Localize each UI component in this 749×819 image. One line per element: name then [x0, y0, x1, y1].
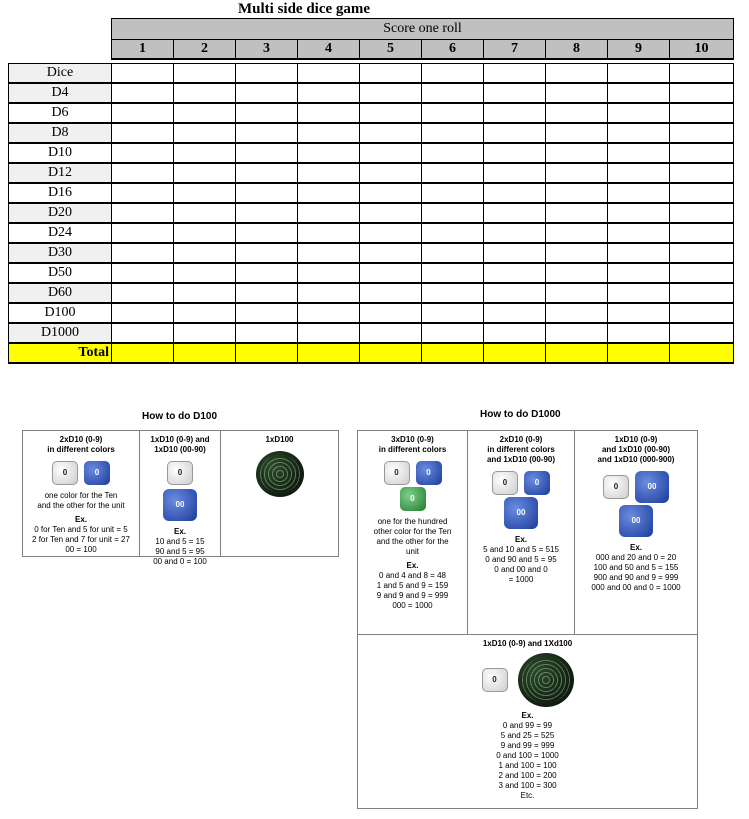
row-label: Total: [9, 343, 112, 363]
row-label: D60: [9, 283, 112, 303]
score-cell[interactable]: [422, 303, 484, 323]
box-text: one color for the Ten and the other for the unit: [37, 491, 125, 510]
score-cell[interactable]: [422, 203, 484, 223]
score-cell[interactable]: [484, 163, 546, 183]
corner-blank: [9, 40, 112, 60]
score-cell[interactable]: [422, 83, 484, 103]
dice-images: [23, 461, 139, 485]
score-cell[interactable]: [546, 64, 608, 84]
score-cell[interactable]: [112, 183, 174, 203]
score-cell[interactable]: [360, 64, 422, 84]
score-table: [8, 18, 734, 364]
score-cell[interactable]: [484, 83, 546, 103]
score-cell[interactable]: [546, 83, 608, 103]
score-cell[interactable]: [360, 203, 422, 223]
score-cell[interactable]: [298, 263, 360, 283]
score-cell[interactable]: [236, 183, 298, 203]
white-d10-icon: 0: [167, 461, 193, 485]
d1000-guide-title: How to do D1000: [480, 409, 561, 420]
score-cell[interactable]: [422, 103, 484, 123]
score-cell[interactable]: [484, 143, 546, 163]
score-cell[interactable]: [112, 303, 174, 323]
score-cell[interactable]: [298, 103, 360, 123]
column-header: 4: [298, 40, 360, 60]
score-cell[interactable]: [298, 323, 360, 343]
score-cell[interactable]: [608, 303, 670, 323]
score-cell[interactable]: [546, 103, 608, 123]
d100-guide-title: How to do D100: [142, 411, 218, 422]
box-heading: 2xD10 (0-9) in different colors and 1xD10 (00-90): [486, 435, 556, 464]
row-label: D8: [9, 123, 112, 143]
dice-images: [140, 461, 220, 521]
score-cell[interactable]: [298, 183, 360, 203]
score-cell[interactable]: [298, 343, 360, 363]
score-cell[interactable]: [422, 263, 484, 283]
column-header: 6: [422, 40, 484, 60]
score-cell[interactable]: [174, 323, 236, 343]
score-cell[interactable]: [422, 283, 484, 303]
d100-box-3: [220, 430, 339, 557]
example-list: 0 and 4 and 8 = 48 1 and 5 and 9 = 159 9 and 9 and 9 = 999 000 = 1000: [376, 571, 449, 610]
score-cell[interactable]: [298, 123, 360, 143]
score-table-subtitle: Score one roll: [112, 19, 734, 40]
score-cell[interactable]: [298, 303, 360, 323]
score-cell[interactable]: [360, 303, 422, 323]
table-row: [9, 203, 734, 223]
example-label: Ex.: [173, 527, 186, 536]
dice-images: [575, 505, 697, 537]
score-cell[interactable]: [236, 123, 298, 143]
score-cell[interactable]: [174, 143, 236, 163]
score-cell[interactable]: [112, 223, 174, 243]
score-cell[interactable]: [422, 323, 484, 343]
score-cell[interactable]: [236, 243, 298, 263]
score-cell[interactable]: [422, 64, 484, 84]
example-list: 0 and 99 = 99 5 and 25 = 525 9 and 99 = 999 0 and 100 = 1000 1 and 100 = 100 2 and 100 = 200 3 and 100 = 300 Etc.: [496, 721, 559, 800]
score-cell[interactable]: [422, 163, 484, 183]
example-label: Ex.: [74, 515, 87, 524]
example-list: 0 for Ten and 5 for unit = 5 2 for Ten and 7 for unit = 27 00 = 100: [32, 525, 130, 554]
score-cell[interactable]: [546, 223, 608, 243]
score-cell[interactable]: [174, 283, 236, 303]
dice-images: [468, 471, 574, 495]
score-cell[interactable]: [422, 183, 484, 203]
score-cell[interactable]: [112, 83, 174, 103]
row-label: D1000: [9, 323, 112, 343]
score-cell[interactable]: [670, 343, 734, 363]
score-cell[interactable]: [360, 243, 422, 263]
column-header: 3: [236, 40, 298, 60]
example-label: Ex.: [629, 543, 642, 552]
score-cell[interactable]: [236, 103, 298, 123]
score-cell[interactable]: [546, 163, 608, 183]
score-cell[interactable]: [608, 263, 670, 283]
white-d10-icon: 0: [603, 475, 629, 499]
row-label: D30: [9, 243, 112, 263]
score-cell[interactable]: [360, 263, 422, 283]
score-cell[interactable]: [546, 283, 608, 303]
score-cell[interactable]: [360, 283, 422, 303]
score-cell[interactable]: [608, 64, 670, 84]
score-cell[interactable]: [484, 103, 546, 123]
score-cell[interactable]: [174, 303, 236, 323]
score-cell[interactable]: [608, 343, 670, 363]
table-row: [9, 143, 734, 163]
row-label: D24: [9, 223, 112, 243]
score-cell[interactable]: [360, 163, 422, 183]
score-cell[interactable]: [670, 203, 734, 223]
blue-d10-icon: 0: [84, 461, 110, 485]
row-label: D20: [9, 203, 112, 223]
score-cell[interactable]: [298, 283, 360, 303]
score-cell[interactable]: [174, 83, 236, 103]
score-cell[interactable]: [608, 323, 670, 343]
dice-images: [358, 653, 697, 707]
table-row: [9, 223, 734, 243]
score-cell[interactable]: [174, 64, 236, 84]
column-header: 5: [360, 40, 422, 60]
score-cell[interactable]: [422, 123, 484, 143]
score-cell[interactable]: [670, 303, 734, 323]
score-cell[interactable]: [608, 123, 670, 143]
score-cell[interactable]: [236, 64, 298, 84]
dice-images: [575, 471, 697, 503]
score-cell[interactable]: [112, 323, 174, 343]
score-cell[interactable]: [422, 143, 484, 163]
example-list: 10 and 5 = 15 90 and 5 = 95 00 and 0 = 100: [153, 537, 207, 566]
table-row: [9, 123, 734, 143]
score-cell[interactable]: [360, 223, 422, 243]
score-cell[interactable]: [174, 243, 236, 263]
score-cell[interactable]: [484, 263, 546, 283]
score-cell[interactable]: [236, 343, 298, 363]
table-row: [9, 243, 734, 263]
score-cell[interactable]: [670, 243, 734, 263]
score-cell[interactable]: [298, 223, 360, 243]
score-cell[interactable]: [298, 143, 360, 163]
score-cell[interactable]: [608, 203, 670, 223]
column-header: 2: [174, 40, 236, 60]
score-cell[interactable]: [236, 83, 298, 103]
score-cell[interactable]: [670, 223, 734, 243]
dice-images: [221, 451, 338, 497]
score-cell[interactable]: [670, 103, 734, 123]
blue-d10-icon: 00: [163, 489, 197, 521]
score-cell[interactable]: [298, 83, 360, 103]
score-cell[interactable]: [236, 263, 298, 283]
example-list: 000 and 20 and 0 = 20 100 and 50 and 5 = 155 900 and 90 and 9 = 999 000 and 00 and 0 = 1000: [591, 553, 681, 592]
score-cell[interactable]: [670, 263, 734, 283]
box-heading: 3xD10 (0-9) in different colors: [378, 435, 447, 454]
score-cell[interactable]: [670, 323, 734, 343]
d100-box-1: [22, 430, 140, 557]
score-cell[interactable]: [174, 203, 236, 223]
score-cell[interactable]: [360, 103, 422, 123]
row-label: D6: [9, 103, 112, 123]
score-cell[interactable]: [298, 203, 360, 223]
score-cell[interactable]: [608, 163, 670, 183]
box-heading: 1xD100: [265, 435, 294, 444]
score-cell[interactable]: [484, 343, 546, 363]
white-d10-icon: 0: [384, 461, 410, 485]
page-title: Multi side dice game: [238, 1, 371, 17]
d1000-box-1: [357, 430, 468, 635]
box-heading: 1xD10 (0-9) and 1xD10 (00-90) and 1xD10 (000-900): [597, 435, 675, 464]
score-cell[interactable]: [360, 183, 422, 203]
score-cell[interactable]: [298, 163, 360, 183]
score-cell[interactable]: [608, 183, 670, 203]
score-cell[interactable]: [608, 83, 670, 103]
score-cell[interactable]: [112, 203, 174, 223]
example-label: Ex.: [514, 535, 527, 544]
score-cell[interactable]: [546, 183, 608, 203]
score-table-body: [9, 64, 734, 364]
score-cell[interactable]: [360, 323, 422, 343]
score-cell[interactable]: [670, 143, 734, 163]
row-label: D100: [9, 303, 112, 323]
table-row: [9, 303, 734, 323]
score-cell[interactable]: [484, 243, 546, 263]
score-cell[interactable]: [484, 123, 546, 143]
score-cell[interactable]: [236, 163, 298, 183]
score-cell[interactable]: [546, 343, 608, 363]
box-heading: 2xD10 (0-9) in different colors: [47, 435, 115, 454]
score-cell[interactable]: [484, 303, 546, 323]
row-label: D4: [9, 83, 112, 103]
score-cell[interactable]: [608, 223, 670, 243]
score-cell[interactable]: [670, 123, 734, 143]
score-cell[interactable]: [608, 243, 670, 263]
score-cell[interactable]: [484, 283, 546, 303]
example-label: Ex.: [521, 711, 534, 720]
column-header: 10: [670, 40, 734, 60]
column-header: 9: [608, 40, 670, 60]
score-cell[interactable]: [112, 143, 174, 163]
score-cell[interactable]: [236, 323, 298, 343]
table-row: [9, 163, 734, 183]
score-cell[interactable]: [236, 223, 298, 243]
score-cell[interactable]: [360, 143, 422, 163]
blue-d10-icon: 00: [635, 471, 669, 503]
score-cell[interactable]: [546, 243, 608, 263]
white-d10-icon: 0: [52, 461, 78, 485]
score-cell[interactable]: [422, 343, 484, 363]
blue-d10-icon: 0: [416, 461, 442, 485]
score-cell[interactable]: [112, 283, 174, 303]
row-label: D16: [9, 183, 112, 203]
white-d10-icon: 0: [492, 471, 518, 495]
score-cell[interactable]: [670, 83, 734, 103]
score-cell[interactable]: [546, 143, 608, 163]
blue-d10-icon: 0: [524, 471, 550, 495]
score-cell[interactable]: [546, 123, 608, 143]
score-cell[interactable]: [112, 163, 174, 183]
box-text: one for the hundred other color for the Ten and the other for the unit: [373, 517, 452, 556]
score-cell[interactable]: [608, 283, 670, 303]
row-label: D50: [9, 263, 112, 283]
score-cell[interactable]: [360, 343, 422, 363]
score-cell[interactable]: [484, 323, 546, 343]
score-cell[interactable]: [174, 123, 236, 143]
column-header: 1: [112, 40, 174, 60]
example-label: Ex.: [406, 561, 419, 570]
score-cell[interactable]: [422, 223, 484, 243]
d100-icon: [518, 653, 574, 707]
score-cell[interactable]: [670, 64, 734, 84]
green-d10-icon: 0: [400, 487, 426, 511]
score-cell[interactable]: [174, 163, 236, 183]
score-cell[interactable]: [608, 143, 670, 163]
box-heading: 1xD10 (0-9) and 1xD10 (00-90): [150, 435, 210, 454]
d1000-box-4: [357, 634, 698, 809]
dice-header-row: [9, 64, 734, 84]
score-cell[interactable]: [236, 283, 298, 303]
score-cell[interactable]: [174, 343, 236, 363]
box-heading: 1xD10 (0-9) and 1Xd100: [482, 639, 573, 648]
blue-d10-icon: 00: [504, 497, 538, 529]
d1000-box-2: [467, 430, 575, 635]
white-d10-icon: 0: [482, 668, 508, 692]
score-cell[interactable]: [174, 183, 236, 203]
table-row: [9, 83, 734, 103]
d100-icon: [256, 451, 304, 497]
corner-blank: [9, 19, 112, 40]
table-row: [9, 283, 734, 303]
score-cell[interactable]: [298, 64, 360, 84]
table-row: [9, 263, 734, 283]
table-row: [9, 323, 734, 343]
score-cell[interactable]: [112, 103, 174, 123]
score-cell[interactable]: [298, 243, 360, 263]
score-cell[interactable]: [236, 303, 298, 323]
score-cell[interactable]: [112, 243, 174, 263]
score-cell[interactable]: [608, 103, 670, 123]
score-cell[interactable]: [112, 343, 174, 363]
score-cell[interactable]: [422, 243, 484, 263]
score-cell[interactable]: [484, 64, 546, 84]
score-cell[interactable]: [670, 283, 734, 303]
dice-images: [358, 461, 467, 485]
score-cell[interactable]: [484, 203, 546, 223]
dice-images: [468, 497, 574, 529]
row-label: D12: [9, 163, 112, 183]
score-cell[interactable]: [546, 203, 608, 223]
table-row: [9, 103, 734, 123]
example-list: 5 and 10 and 5 = 515 0 and 90 and 5 = 95 0 and 00 and 0 = 1000: [483, 545, 559, 584]
score-cell[interactable]: [236, 143, 298, 163]
d100-box-2: [139, 430, 221, 566]
row-label: D10: [9, 143, 112, 163]
score-cell[interactable]: [484, 223, 546, 243]
score-cell[interactable]: [236, 203, 298, 223]
score-cell[interactable]: [174, 223, 236, 243]
column-header: 7: [484, 40, 546, 60]
score-cell[interactable]: [174, 103, 236, 123]
score-cell[interactable]: [670, 163, 734, 183]
score-cell[interactable]: [546, 323, 608, 343]
score-cell[interactable]: [546, 263, 608, 283]
table-row: [9, 183, 734, 203]
score-cell[interactable]: [112, 263, 174, 283]
d1000-box-3: [574, 430, 698, 635]
score-cell[interactable]: [670, 183, 734, 203]
total-row: [9, 343, 734, 363]
score-cell[interactable]: [360, 123, 422, 143]
dice-images: [358, 487, 467, 511]
score-cell[interactable]: [112, 123, 174, 143]
score-cell[interactable]: [174, 263, 236, 283]
blue-d10-icon: 00: [619, 505, 653, 537]
score-cell[interactable]: [360, 83, 422, 103]
score-cell[interactable]: [484, 183, 546, 203]
row-label: Dice: [9, 64, 112, 84]
column-header: 8: [546, 40, 608, 60]
score-cell[interactable]: [112, 64, 174, 84]
score-cell[interactable]: [546, 303, 608, 323]
